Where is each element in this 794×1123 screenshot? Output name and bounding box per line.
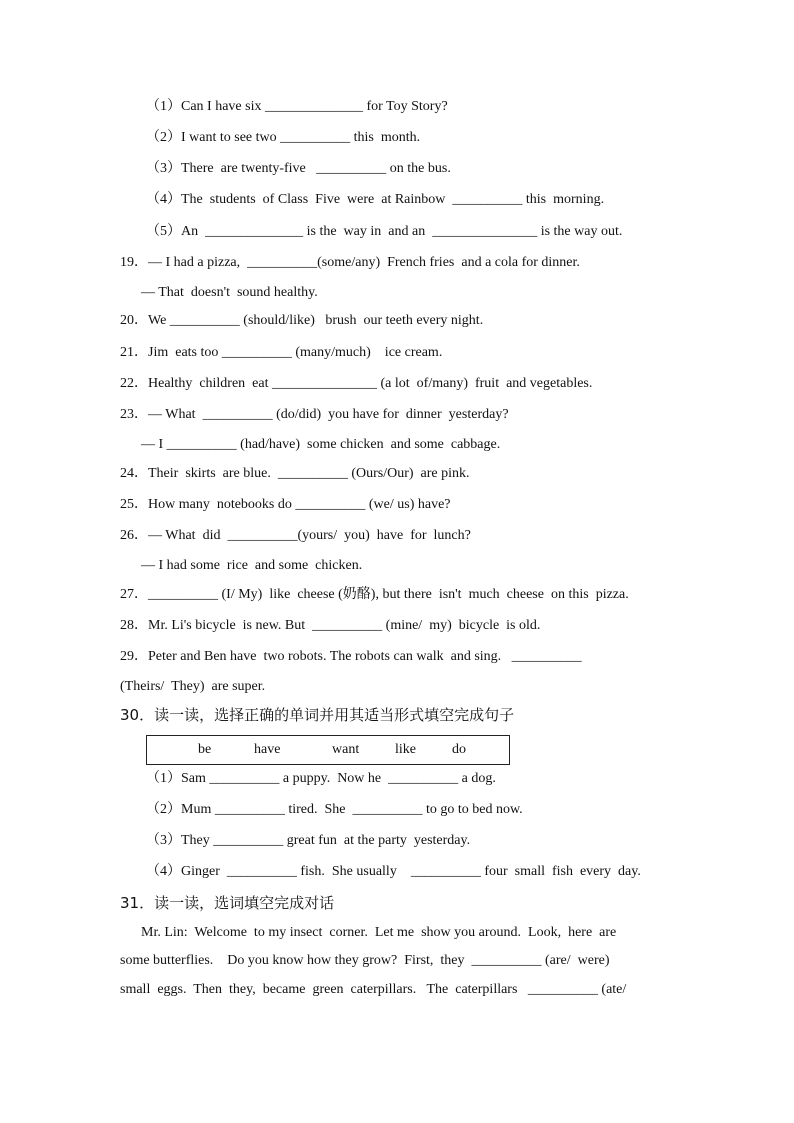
- q19-line-2: — That doesn't sound healthy.: [141, 285, 318, 300]
- q30-item-4: （4）Ginger __________ fish. She usually __________ four small fish every day.: [146, 864, 641, 879]
- q30-title: 30．读一读，选择正确的单词并用其适当形式填空完成句子: [120, 706, 515, 724]
- q24: 24．Their skirts are blue. __________ (Ours/Our) are pink.: [120, 466, 470, 481]
- q26-line-2: — I had some rice and some chicken.: [141, 558, 363, 573]
- q27: 27．__________ (I/ My) like cheese (奶酪), but there isn't much cheese on this pizza.: [120, 587, 629, 602]
- q25: 25．How many notebooks do __________ (we/ us) have?: [120, 497, 451, 512]
- q30-item-3: （3）They __________ great fun at the party yesterday.: [146, 833, 471, 848]
- q18-item-1: （1）Can I have six ______________ for Toy Story?: [146, 99, 448, 114]
- q28: 28．Mr. Li's bicycle is new. But __________ (mine/ my) bicycle is old.: [120, 618, 541, 633]
- word-option: do: [452, 742, 466, 757]
- q19-line-1: 19．— I had a pizza, __________(some/any) French fries and a cola for dinner.: [120, 255, 580, 270]
- word-option: have: [254, 742, 281, 757]
- q18-item-2: （2）I want to see two __________ this month.: [146, 130, 421, 145]
- q21: 21．Jim eats too __________ (many/much) ice cream.: [120, 345, 443, 360]
- q20: 20．We __________ (should/like) brush our teeth every night.: [120, 313, 484, 328]
- q29-line-1: 29．Peter and Ben have two robots. The robots can walk and sing. __________: [120, 649, 582, 664]
- q31-passage-line-3: small eggs. Then they, became green caterpillars. The caterpillars __________ (ate/: [120, 982, 627, 997]
- q30-item-1: （1）Sam __________ a puppy. Now he __________ a dog.: [146, 771, 496, 786]
- q22: 22．Healthy children eat _______________ (a lot of/many) fruit and vegetables.: [120, 376, 593, 391]
- q29-line-2: (Theirs/ They) are super.: [120, 679, 266, 694]
- word-option: be: [198, 742, 212, 757]
- word-option: like: [395, 742, 416, 757]
- q23-line-1: 23．— What __________ (do/did) you have for dinner yesterday?: [120, 407, 509, 422]
- q31-passage-line-1: Mr. Lin: Welcome to my insect corner. Let me show you around. Look, here are: [141, 925, 617, 940]
- q26-line-1: 26．— What did __________(yours/ you) have for lunch?: [120, 528, 471, 543]
- q30-item-2: （2）Mum __________ tired. She __________ to go to bed now.: [146, 802, 523, 817]
- word-option: want: [332, 742, 360, 757]
- q31-title: 31．读一读，选词填空完成对话: [120, 894, 335, 912]
- q23-line-2: — I __________ (had/have) some chicken and some cabbage.: [141, 437, 501, 452]
- q18-item-4: （4）The students of Class Five were at Rainbow __________ this morning.: [146, 192, 605, 207]
- q18-item-3: （3）There are twenty-five __________ on the bus.: [146, 161, 451, 176]
- q30-word-box: [146, 735, 510, 765]
- q18-item-5: （5）An ______________ is the way in and an _______________ is the way out.: [146, 224, 623, 239]
- q31-passage-line-2: some butterflies. Do you know how they grow? First, they __________ (are/ were): [120, 953, 610, 968]
